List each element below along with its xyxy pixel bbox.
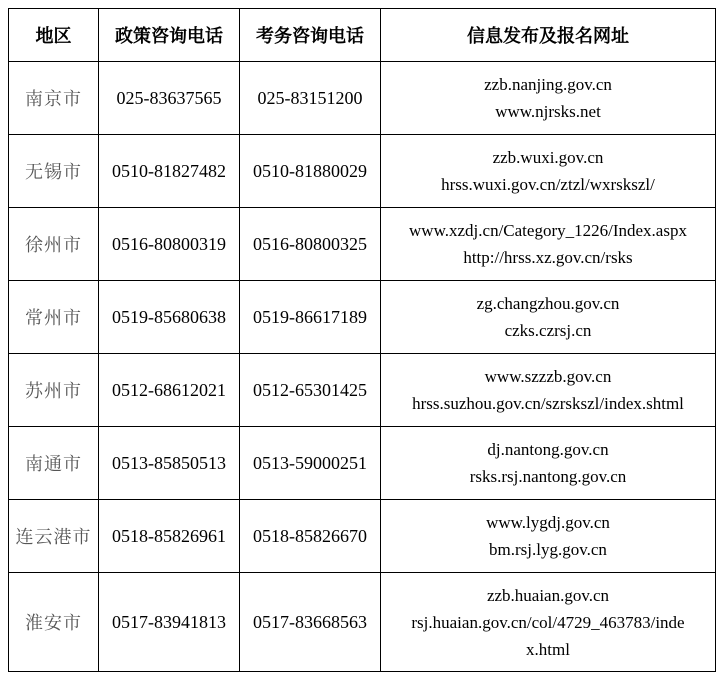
url-link[interactable]: www.njrsks.net [495,102,601,121]
exam-phone-cell: 0512-65301425 [240,354,381,427]
url-link[interactable]: bm.rsj.lyg.gov.cn [489,540,607,559]
url-link[interactable]: www.xzdj.cn/Category_1226/Index.aspx [409,221,687,240]
policy-phone-cell: 0510-81827482 [99,135,240,208]
table-row [9,62,716,135]
exam-phone-cell: 0519-86617189 [240,281,381,354]
url-link[interactable]: zzb.nanjing.gov.cn [484,75,612,94]
url-link[interactable]: hrss.suzhou.gov.cn/szrskszl/index.shtml [412,394,684,413]
region-cell: 徐州市 [9,208,99,281]
url-cell [381,573,716,672]
url-link[interactable]: hrss.wuxi.gov.cn/ztzl/wxrskszl/ [441,175,655,194]
url-link[interactable]: www.lygdj.gov.cn [486,513,610,532]
url-cell [381,500,716,573]
region-cell: 连云港市 [9,500,99,573]
policy-phone-cell: 0518-85826961 [99,500,240,573]
url-link[interactable]: www.szzzb.gov.cn [484,367,612,386]
url-link[interactable]: http://hrss.xz.gov.cn/rsks [463,248,633,267]
header-row [9,9,716,62]
table-row [9,354,716,427]
url-link[interactable]: dj.nantong.gov.cn [487,440,609,459]
exam-phone-cell: 0518-85826670 [240,500,381,573]
exam-phone-cell: 0516-80800325 [240,208,381,281]
table-row [9,500,716,573]
region-cell: 无锡市 [9,135,99,208]
exam-phone-cell: 0517-83668563 [240,573,381,672]
header-policy-phone: 政策咨询电话 [99,9,240,62]
url-link[interactable]: zzb.huaian.gov.cn [486,585,610,605]
url-link[interactable]: czks.czrsj.cn [504,321,592,340]
policy-phone-cell: 0517-83941813 [99,573,240,672]
url-cell [381,208,716,281]
url-cell [381,354,716,427]
url-link[interactable]: rsj.huaian.gov.cn/col/4729_463783/inde [411,612,685,632]
exam-phone-cell: 0510-81880029 [240,135,381,208]
policy-phone-cell: 025-83637565 [99,62,240,135]
policy-phone-cell: 0512-68612021 [99,354,240,427]
region-cell: 南京市 [9,62,99,135]
policy-phone-cell: 0516-80800319 [99,208,240,281]
header-region: 地区 [9,9,99,62]
region-cell: 常州市 [9,281,99,354]
region-cell: 南通市 [9,427,99,500]
header-urls: 信息发布及报名网址 [381,9,716,62]
table-row [9,427,716,500]
table-row [9,208,716,281]
region-cell: 淮安市 [9,573,99,672]
policy-phone-cell: 0513-85850513 [99,427,240,500]
url-cell [381,427,716,500]
url-cell [381,62,716,135]
url-link[interactable]: zg.changzhou.gov.cn [476,294,620,313]
url-link[interactable]: rsks.rsj.nantong.gov.cn [469,467,627,486]
url-link[interactable]: x.html [526,639,570,659]
exam-phone-cell: 025-83151200 [240,62,381,135]
table-row [9,573,716,672]
url-cell [381,281,716,354]
url-link[interactable]: zzb.wuxi.gov.cn [492,148,604,167]
region-cell: 苏州市 [9,354,99,427]
table-row [9,135,716,208]
policy-phone-cell: 0519-85680638 [99,281,240,354]
url-cell [381,135,716,208]
table-row [9,281,716,354]
exam-phone-cell: 0513-59000251 [240,427,381,500]
contact-table [8,8,716,672]
header-exam-phone: 考务咨询电话 [240,9,381,62]
